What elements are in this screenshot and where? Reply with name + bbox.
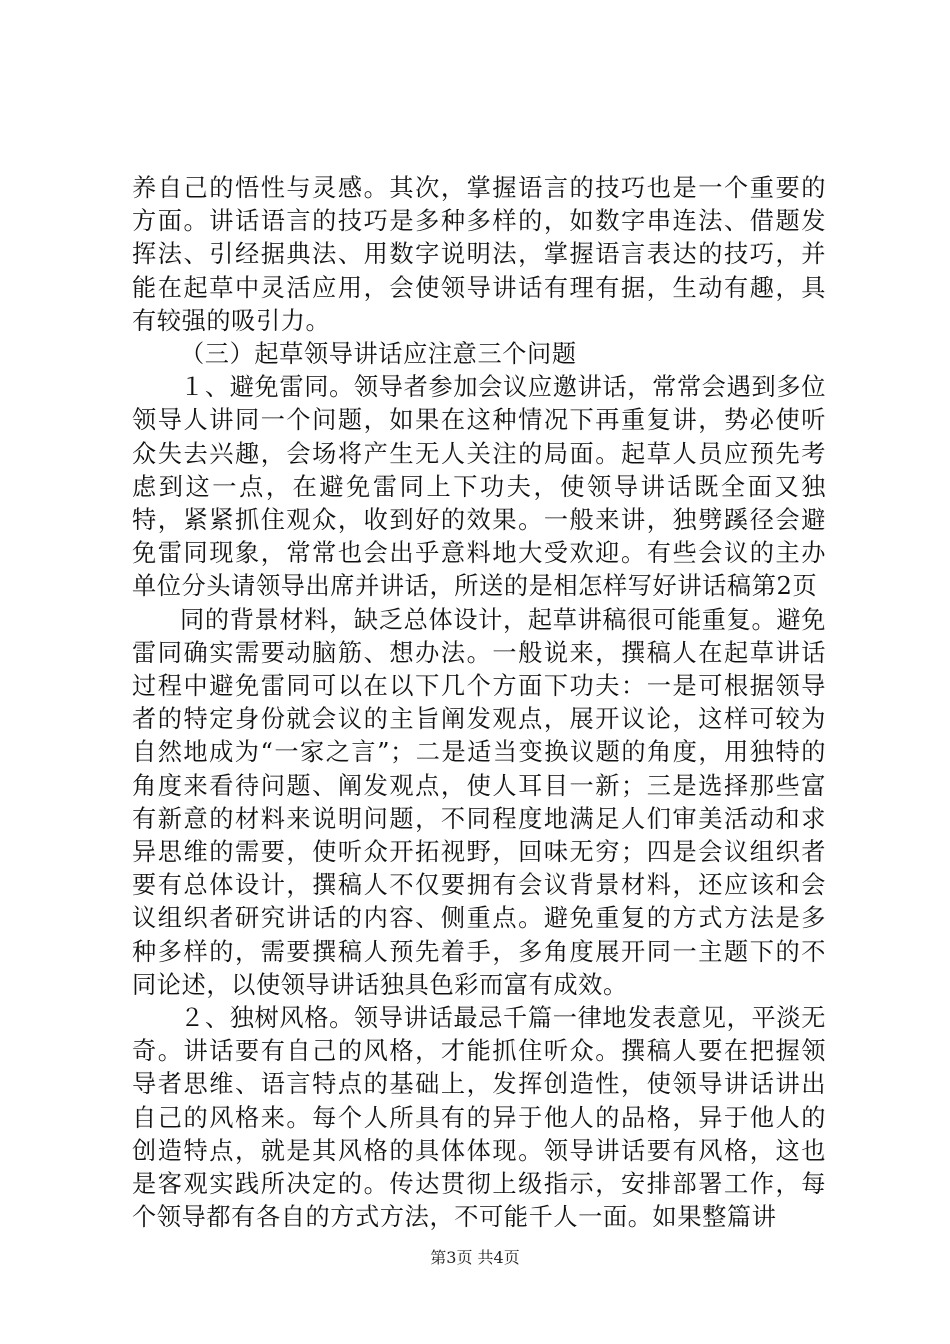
paragraph-avoid-repetition: １、避免雷同。领导者参加会议应邀讲话，常常会遇到多位领导人讲同一个问题，如果在这种情况下再重复讲，势必使听众失去兴趣，会场将产生无人关注的局面。起草人员应预先考虑到这一点，在避免雷同上下功夫，使领导讲话既全面又独特，紧紧抓住观众，收到好的效果。一般来讲，独劈蹊径会避免雷同现象，常常也会出乎意料地大受欢迎。有些会议的主办单位分头请领导出席并讲话，所送的是相怎样写好讲话稿第2页: [132, 373, 826, 601]
paragraph-background-materials: 同的背景材料，缺乏总体设计，起草讲稿很可能重复。避免雷同确实需要动脑筋、想办法。一般说来，撰稿人在起草讲话过程中避免雷同可以在以下几个方面下功夫：一是可根据领导者的特定身份就会议的主旨阐发观点，展开议论，这样可较为自然地成为“一家之言”；二是适当变换议题的角度，用独特的角度来看待问题、阐发观点，使人耳目一新；三是选择那些富有新意的材料来说明问题，不同程度地满足人们审美活动和求异思维的需要，使听众开拓视野，回味无穷；四是会议组织者要有总体设计，撰稿人不仅要拥有会议背景材料，还应该和会议组织者研究讲话的内容、侧重点。避免重复的方式方法是多种多样的，需要撰稿人预先着手，多角度展开同一主题下的不同论述，以使领导讲话独具色彩而富有成效。: [132, 605, 826, 999]
paragraph-intro-continuation: 养自己的悟性与灵感。其次，掌握语言的技巧也是一个重要的方面。讲话语言的技巧是多种多样的，如数字串连法、借题发挥法、引经据典法、用数字说明法，掌握语言表达的技巧，并能在起草中灵活应用，会使领导讲话有理有据，生动有趣，具有较强的吸引力。: [132, 174, 826, 335]
paragraph-unique-style: ２、独树风格。领导讲话最忌千篇一律地发表意见，平淡无奇。讲话要有自己的风格，才能抓住听众。撰稿人要在把握领导者思维、语言特点的基础上，发挥创造性，使领导讲话讲出自己的风格来。每个人所具有的异于他人的品格，异于他人的创造特点，就是其风格的具体体现。领导讲话要有风格，这也是客观实践所决定的。传达贯彻上级指示，安排部署工作，每个领导都有各自的方式方法，不可能千人一面。如果整篇讲: [132, 1004, 826, 1232]
document-body: [132, 172, 826, 1235]
section-heading: （三）起草领导讲话应注意三个问题: [180, 340, 577, 369]
page-footer: 第3页 共4页: [430, 1248, 520, 1267]
